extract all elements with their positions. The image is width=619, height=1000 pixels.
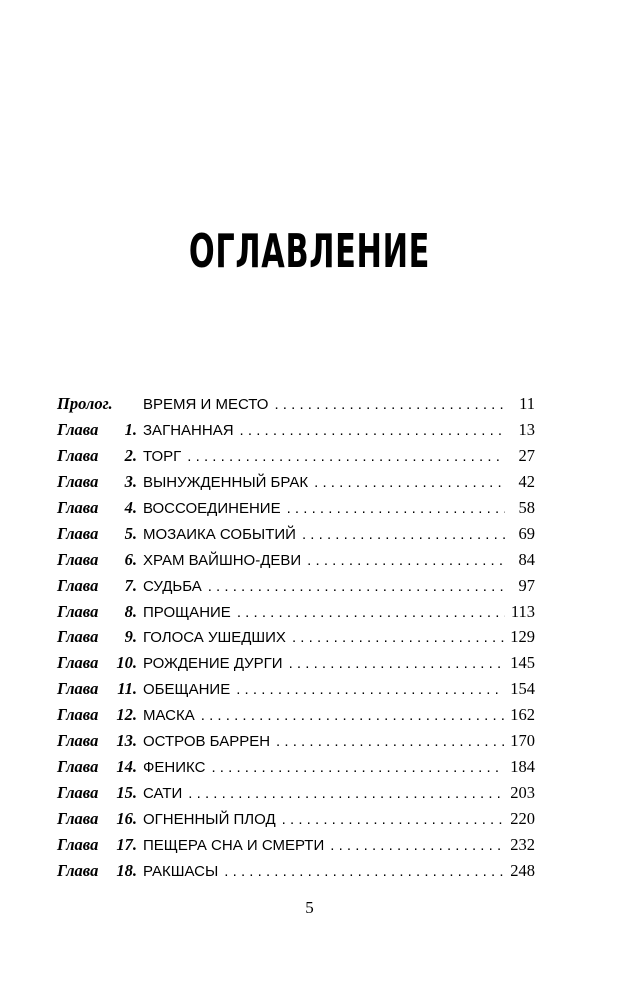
chapter-page: 42 [518, 471, 535, 491]
chapter-number: 18. [116, 860, 137, 880]
chapter-title: ОБЕЩАНИЕ [143, 681, 231, 699]
chapter-label [57, 627, 137, 647]
chapter-page: 11 [519, 394, 535, 413]
chapter-page: 170 [510, 731, 535, 751]
entry-body [143, 835, 535, 855]
chapter-number: 17. [116, 834, 137, 854]
entry-body [143, 679, 535, 699]
toc-entry[interactable] [57, 420, 535, 446]
dot-leader [307, 552, 505, 569]
chapter-label [57, 809, 137, 829]
dot-leader [330, 837, 504, 854]
entry-body [143, 550, 535, 570]
chapter-word: Пролог. [57, 394, 113, 413]
chapter-title: МОЗАИКА СОБЫТИЙ [143, 525, 296, 543]
toc-entry[interactable] [57, 394, 535, 420]
chapter-label [57, 731, 137, 751]
chapter-label [57, 835, 137, 855]
entry-body [143, 861, 535, 881]
chapter-word: Глава [57, 471, 99, 491]
entry-body [143, 783, 535, 803]
chapter-number: 11. [117, 679, 137, 699]
chapter-page: 220 [510, 809, 535, 828]
dot-leader [274, 396, 505, 413]
chapter-number: 13. [116, 731, 137, 751]
chapter-word: Глава [57, 627, 99, 647]
chapter-label [57, 602, 137, 622]
dot-leader [188, 785, 504, 802]
dot-leader [282, 811, 505, 828]
chapter-label [57, 653, 137, 673]
toc-entry[interactable] [57, 705, 535, 731]
entry-body [143, 653, 535, 673]
entry-body [143, 627, 535, 647]
toc-entry[interactable] [57, 472, 535, 498]
chapter-title: ОГНЕННЫЙ ПЛОД [143, 811, 276, 828]
toc-entry[interactable] [57, 679, 535, 705]
dot-leader [289, 655, 505, 672]
chapter-page: 13 [518, 419, 535, 439]
entry-body [143, 446, 535, 466]
dot-leader [208, 578, 505, 595]
entry-body [143, 576, 535, 596]
chapter-label [57, 576, 137, 596]
dot-leader [236, 681, 504, 698]
chapter-label [57, 783, 137, 803]
chapter-word: Глава [57, 860, 99, 880]
toc-entry[interactable] [57, 498, 535, 524]
chapter-number: 7. [124, 575, 137, 595]
chapter-number: 5. [124, 523, 137, 543]
toc-entry[interactable] [57, 446, 535, 472]
chapter-page: 145 [510, 653, 535, 673]
toc-entry[interactable] [57, 627, 535, 653]
chapter-word: Глава [57, 653, 99, 673]
chapter-page: 203 [510, 783, 535, 803]
entry-body [143, 809, 535, 829]
entry-body [143, 394, 535, 414]
chapter-number: 14. [116, 757, 137, 777]
chapter-title: ФЕНИКС [143, 759, 206, 777]
chapter-word: Глава [57, 419, 99, 439]
chapter-label [57, 446, 137, 466]
chapter-number: 6. [124, 549, 137, 569]
chapter-number: 1. [124, 419, 137, 439]
entry-body [143, 731, 535, 751]
entry-body [143, 498, 535, 518]
dot-leader [240, 422, 505, 439]
chapter-page: 248 [510, 860, 535, 880]
chapter-title: ВРЕМЯ И МЕСТО [143, 396, 269, 413]
chapter-word: Глава [57, 575, 99, 595]
chapter-page: 113 [510, 601, 535, 621]
dot-leader [292, 629, 504, 646]
entry-body [143, 757, 535, 777]
chapter-page: 184 [510, 757, 535, 777]
chapter-page: 27 [518, 445, 535, 465]
toc-entry[interactable] [57, 550, 535, 576]
page-number: 5 [305, 898, 314, 917]
toc-entry[interactable] [57, 835, 535, 861]
chapter-number: 16. [116, 809, 137, 828]
entry-body [143, 420, 535, 440]
chapter-number: 2. [124, 445, 137, 465]
chapter-title: ГОЛОСА УШЕДШИХ [143, 629, 286, 647]
chapter-title: ПРОЩАНИЕ [143, 603, 231, 621]
chapter-number: 12. [116, 705, 137, 725]
chapter-title: ОСТРОВ БАРРЕН [143, 733, 271, 751]
chapter-label [57, 550, 137, 570]
toc-entry[interactable] [57, 757, 535, 783]
chapter-label [57, 861, 137, 881]
chapter-number: 8. [124, 601, 137, 621]
chapter-label [57, 524, 137, 544]
entry-body [143, 602, 535, 622]
chapter-title: ТОРГ [143, 447, 182, 465]
entry-body [143, 705, 535, 725]
chapter-title: ПЕЩЕРА СНА И СМЕРТИ [143, 836, 325, 854]
chapter-page: 58 [518, 497, 535, 517]
chapter-label [57, 394, 137, 414]
chapter-page: 84 [518, 549, 535, 569]
chapter-label [57, 757, 137, 777]
chapter-word: Глава [57, 809, 99, 828]
chapter-title: ВЫНУЖДЕННЫЙ БРАК [143, 473, 309, 491]
chapter-label [57, 679, 137, 699]
chapter-word: Глава [57, 834, 99, 854]
chapter-number: 15. [116, 783, 137, 803]
page-title: ОГЛАВЛЕНИЕ [188, 224, 431, 278]
chapter-number: 3. [124, 471, 137, 491]
chapter-label [57, 472, 137, 492]
toc-entry[interactable] [57, 524, 535, 550]
chapter-word: Глава [57, 497, 99, 517]
dot-leader [201, 707, 505, 724]
toc-entry[interactable] [57, 576, 535, 602]
entry-body [143, 524, 535, 544]
chapter-title: ХРАМ ВАЙШНО-ДЕВИ [143, 551, 302, 569]
chapter-title: САТИ [143, 785, 183, 803]
chapter-word: Глава [57, 549, 99, 569]
chapter-page: 69 [518, 523, 535, 543]
dot-leader [211, 759, 504, 776]
chapter-number: 4. [124, 497, 137, 517]
toc-entry[interactable] [57, 731, 535, 757]
chapter-number: 10. [116, 653, 137, 673]
chapter-title: РАКШАСЫ [143, 862, 219, 880]
dot-leader [276, 733, 504, 750]
toc-entry[interactable] [57, 809, 535, 835]
dot-leader [314, 474, 505, 491]
dot-leader [224, 863, 504, 880]
toc-entry[interactable] [57, 653, 535, 679]
toc-entry[interactable] [57, 602, 535, 628]
chapter-page: 154 [510, 679, 535, 699]
chapter-number: 9. [124, 627, 137, 647]
table-of-contents [57, 394, 535, 887]
chapter-page: 97 [518, 575, 535, 595]
chapter-title: ЗАГНАННАЯ [143, 421, 234, 439]
chapter-label [57, 420, 137, 440]
chapter-title: СУДЬБА [143, 577, 202, 595]
chapter-title: МАСКА [143, 707, 195, 725]
chapter-title: ВОССОЕДИНЕНИЕ [143, 499, 281, 517]
chapter-page: 232 [510, 834, 535, 854]
chapter-label [57, 705, 137, 725]
chapter-word: Глава [57, 679, 99, 699]
chapter-page: 162 [510, 705, 535, 725]
dot-leader [187, 448, 505, 465]
chapter-page: 129 [510, 627, 535, 647]
chapter-label [57, 498, 137, 518]
chapter-word: Глава [57, 783, 99, 803]
entry-body [143, 472, 535, 492]
chapter-title: РОЖДЕНИЕ ДУРГИ [143, 655, 283, 673]
chapter-word: Глава [57, 601, 99, 621]
chapter-word: Глава [57, 445, 99, 465]
chapter-word: Глава [57, 523, 99, 543]
toc-entry[interactable] [57, 861, 535, 887]
dot-leader [302, 526, 505, 543]
chapter-word: Глава [57, 731, 99, 751]
chapter-word: Глава [57, 757, 99, 777]
dot-leader [237, 604, 505, 621]
dot-leader [287, 500, 505, 517]
chapter-word: Глава [57, 705, 99, 725]
toc-entry[interactable] [57, 783, 535, 809]
